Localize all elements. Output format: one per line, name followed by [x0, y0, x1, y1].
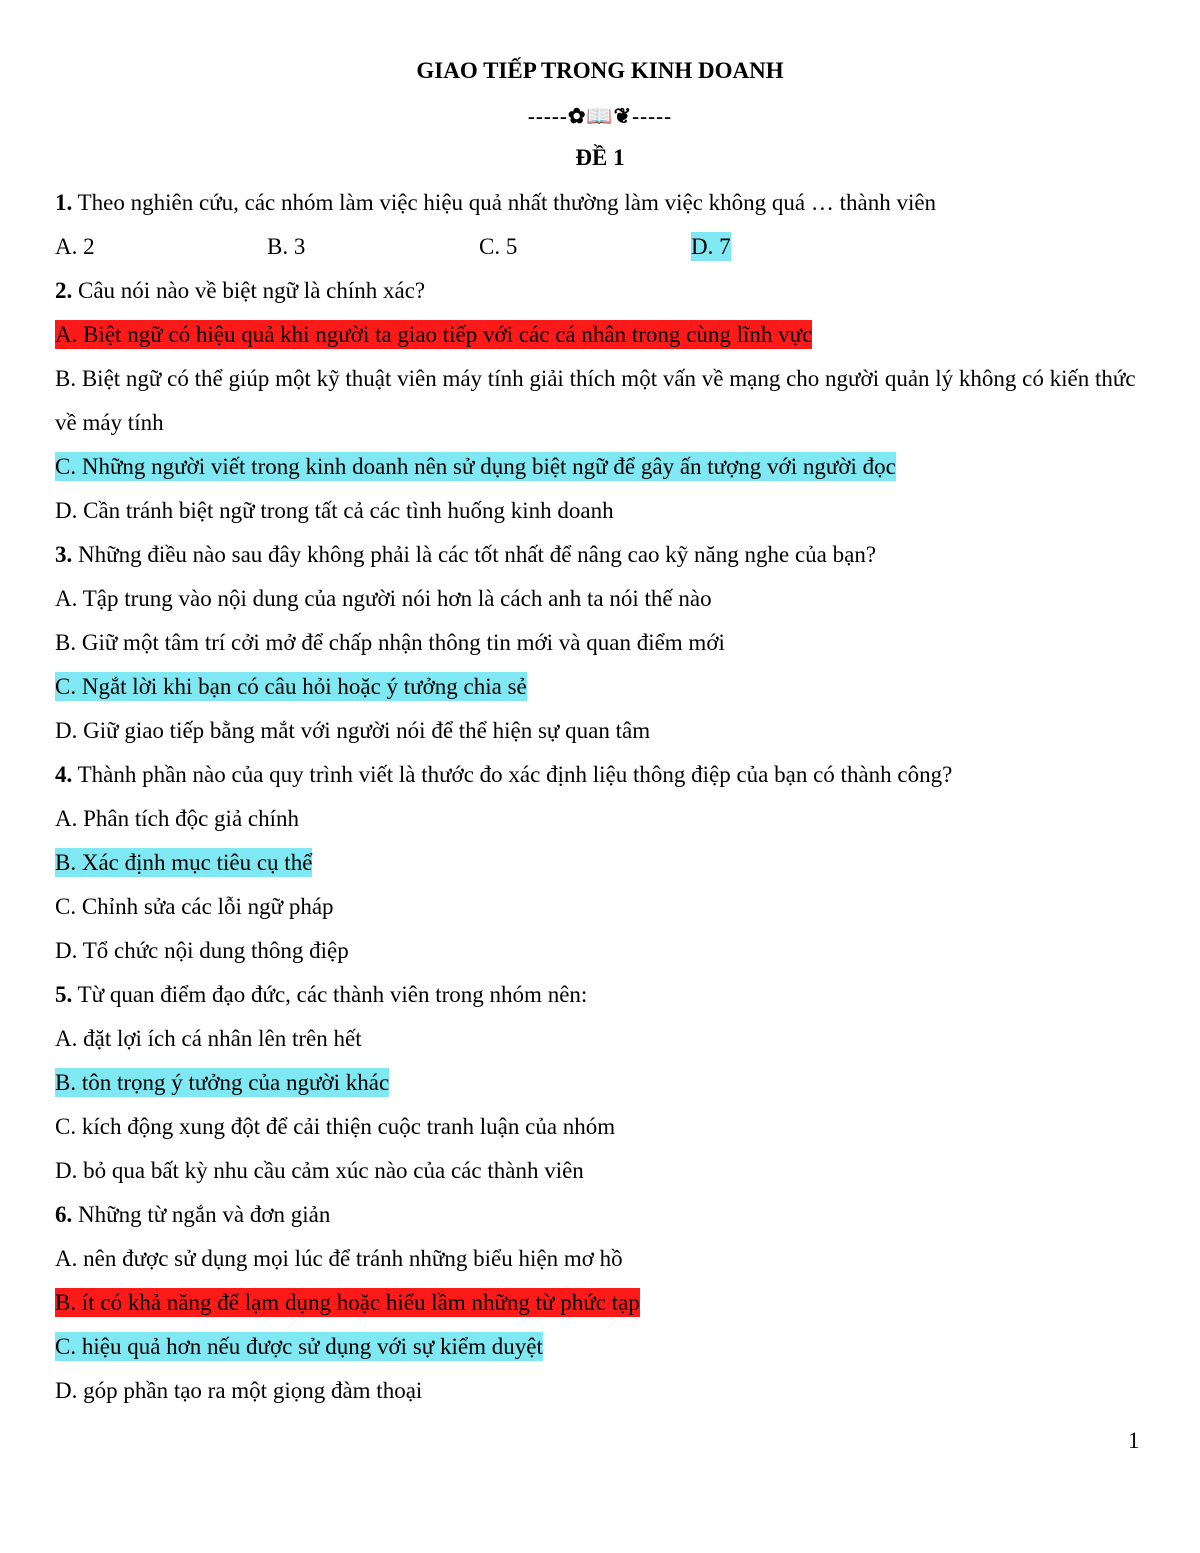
option-d: D. góp phần tạo ra một giọng đàm thoại: [55, 1378, 423, 1403]
question-number: 1.: [55, 190, 73, 215]
option-b: B. 3: [267, 234, 306, 259]
option-b-highlighted: B. Xác định mục tiêu cụ thể: [55, 850, 313, 875]
option-d: D. Cần tránh biệt ngữ trong tất cả các tình huống kinh doanh: [55, 498, 614, 523]
option-c: C. kích động xung đột để cải thiện cuộc tranh luận của nhóm: [55, 1114, 616, 1139]
question-text: Câu nói nào về biệt ngữ là chính xác?: [72, 278, 426, 303]
option-b-highlighted: B. tôn trọng ý tưởng của người khác: [55, 1070, 390, 1095]
option-a: A. nên được sử dụng mọi lúc để tránh những biểu hiện mơ hồ: [55, 1246, 623, 1271]
question-4: [55, 753, 1150, 797]
question-1: [55, 181, 1150, 225]
question-text: Từ quan điểm đạo đức, các thành viên trong nhóm nên:: [72, 982, 588, 1007]
option-c: C. 5: [479, 234, 518, 259]
option-b-highlighted-red: B. ít có khả năng để lạm dụng hoặc hiểu lầm những từ phức tạp: [55, 1290, 640, 1315]
question-text: Những điều nào sau đây không phải là các tốt nhất để nâng cao kỹ năng nghe của bạn?: [72, 542, 877, 567]
question-text: Thành phần nào của quy trình viết là thước đo xác định liệu thông điệp của bạn có thành công?: [72, 762, 953, 787]
question-5: [55, 973, 1150, 1017]
question-2: [55, 269, 1150, 313]
question-text: Những từ ngắn và đơn giản: [72, 1202, 331, 1227]
question-6: [55, 1193, 1150, 1237]
option-b: B. Biệt ngữ có thể giúp một kỹ thuật viên máy tính giải thích một vấn về mạng cho người quản lý không có kiến thức về máy tính: [55, 366, 1136, 435]
option-a: A. 2: [55, 234, 95, 259]
question-text: Theo nghiên cứu, các nhóm làm việc hiệu quả nhất thường làm việc không quá … thành viên: [72, 190, 937, 215]
option-a-highlighted-red: A. Biệt ngữ có hiệu quả khi người ta giao tiếp với các cá nhân trong cùng lĩnh vực: [55, 322, 813, 347]
option-a: A. đặt lợi ích cá nhân lên trên hết: [55, 1026, 362, 1051]
question-number: 2.: [55, 278, 73, 303]
option-c-highlighted: C. Những người viết trong kinh doanh nên sử dụng biệt ngữ để gây ấn tượng với người đọc: [55, 454, 896, 479]
question-number: 5.: [55, 982, 73, 1007]
option-c: C. Chỉnh sửa các lỗi ngữ pháp: [55, 894, 334, 919]
option-c-highlighted: C. hiệu quả hơn nếu được sử dụng với sự kiểm duyệt: [55, 1334, 543, 1359]
option-a: A. Phân tích độc giả chính: [55, 806, 300, 831]
option-d: D. bỏ qua bất kỳ nhu cầu cảm xúc nào của các thành viên: [55, 1158, 584, 1183]
option-d: D. Giữ giao tiếp bằng mắt với người nói để thể hiện sự quan tâm: [55, 718, 651, 743]
question-list: [55, 181, 1150, 1413]
option-b: B. Giữ một tâm trí cởi mở để chấp nhận thông tin mới và quan điểm mới: [55, 630, 725, 655]
option-a: A. Tập trung vào nội dung của người nói hơn là cách anh ta nói thế nào: [55, 586, 712, 611]
question-number: 3.: [55, 542, 73, 567]
decorative-divider: -----✿📖❦-----: [527, 104, 673, 128]
question-1-options: [55, 225, 1150, 269]
question-number: 6.: [55, 1202, 73, 1227]
option-d-highlighted: D. 7: [691, 234, 731, 259]
document-title: GIAO TIẾP TRONG KINH DOANH: [416, 58, 784, 83]
option-d: D. Tổ chức nội dung thông điệp: [55, 938, 349, 963]
option-c-highlighted: C. Ngắt lời khi bạn có câu hỏi hoặc ý tưởng chia sẻ: [55, 674, 527, 699]
question-number: 4.: [55, 762, 73, 787]
page-number: 1: [1128, 1428, 1140, 1453]
question-3: [55, 533, 1150, 577]
exam-heading: ĐỀ 1: [575, 145, 625, 170]
